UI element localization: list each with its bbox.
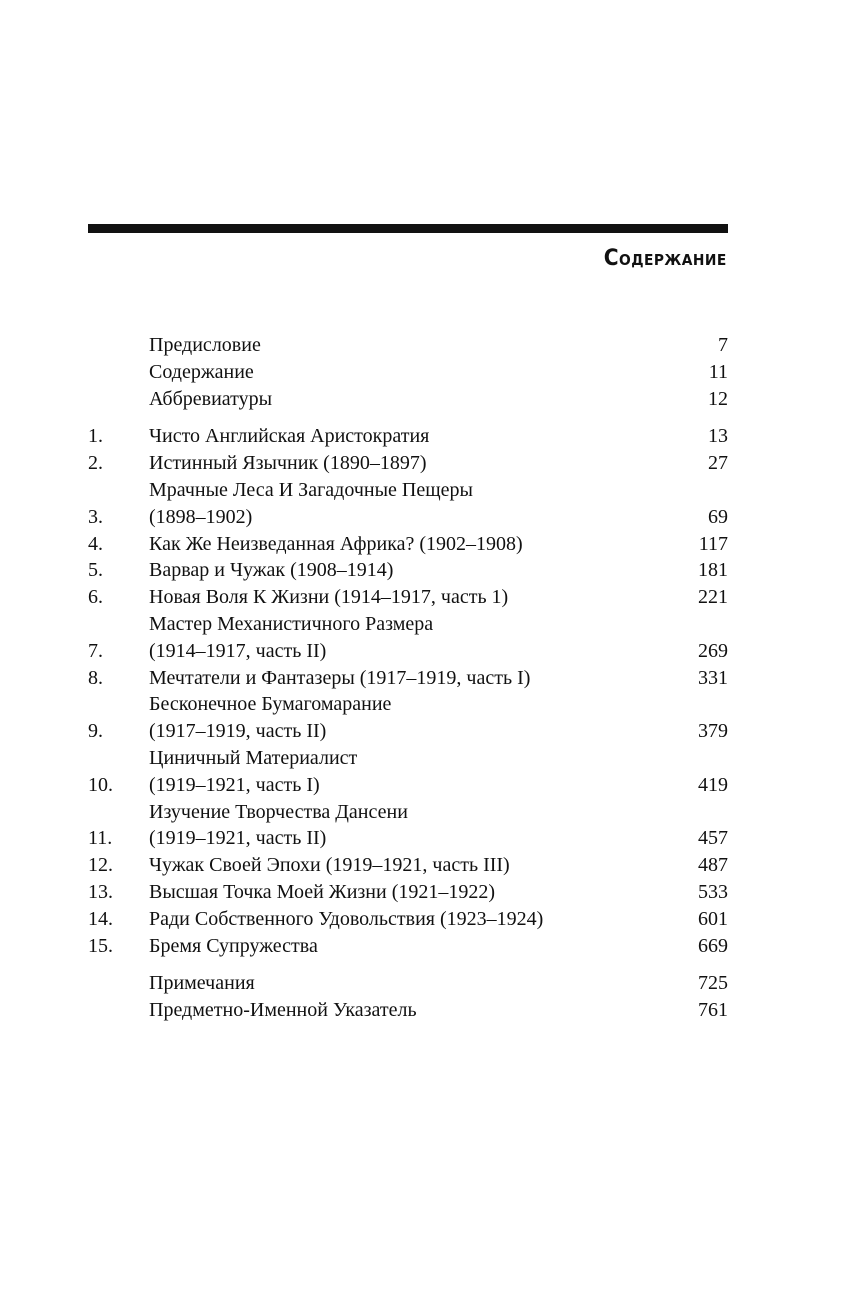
entry-title [149, 386, 668, 413]
top-rule [88, 224, 728, 233]
entry-page-number: 7 [718, 334, 728, 356]
chapter-entry[interactable] [88, 745, 728, 799]
entry-page-number: 487 [698, 854, 728, 877]
entry-title-line: Содержание [149, 360, 254, 383]
chapter-entry[interactable] [88, 852, 728, 879]
entry-page-number: 601 [698, 907, 728, 930]
front-matter-list [88, 332, 728, 412]
entry-title [149, 531, 668, 558]
chapter-entry[interactable] [88, 557, 728, 584]
entry-title [149, 970, 668, 997]
entry-title-line: Высшая Точка Моей Жизни (1921–1922) [149, 880, 496, 903]
entry-title-line: Аббревиатуры [149, 387, 273, 410]
entry-title [149, 745, 668, 799]
chapter-entry[interactable] [88, 799, 728, 853]
chapter-entry[interactable] [88, 531, 728, 558]
entry-page-number: 533 [698, 880, 728, 903]
entry-title-line: Мастер Механистичного Размера [149, 612, 434, 635]
entry-title [149, 852, 668, 879]
chapter-entry[interactable] [88, 450, 728, 477]
entry-number: 8. [88, 666, 103, 689]
entry-title-line: (1917–1919, часть II) [149, 720, 327, 743]
entry-number: 10. [88, 773, 113, 796]
entry-title-line: Чисто Английская Аристократия [149, 425, 430, 448]
entry-title [149, 997, 668, 1024]
entry-number: 1. [88, 425, 103, 448]
entry-number: 7. [88, 639, 103, 662]
entry-page-number: 331 [698, 666, 728, 689]
chapter-entry[interactable] [88, 906, 728, 933]
entry-number: 6. [88, 586, 103, 609]
entry-page-number: 379 [698, 720, 728, 743]
entry-title-line: Варвар и Чужак (1908–1914) [149, 559, 394, 582]
chapter-entry[interactable] [88, 584, 728, 611]
chapter-entry[interactable] [88, 933, 728, 960]
back-matter-list [88, 970, 728, 1024]
entry-title-line: Ради Собственного Удовольствия (1923–1924) [149, 907, 544, 930]
chapter-entry[interactable] [88, 477, 728, 531]
entry-title-line: Новая Воля К Жизни (1914–1917, часть 1) [149, 586, 509, 609]
entry-page-number: 419 [698, 773, 728, 796]
entry-page-number: 181 [698, 559, 728, 582]
entry-title [149, 359, 668, 386]
entry-title [149, 477, 668, 531]
entry-title [149, 450, 668, 477]
entry-title-line: (1919–1921, часть I) [149, 773, 320, 796]
page-title: Содержание [603, 246, 727, 271]
entry-page-number: 221 [698, 586, 728, 609]
chapter-list [88, 423, 728, 959]
entry-number: 3. [88, 505, 103, 528]
entry-number: 9. [88, 720, 103, 743]
entry-title-line: Мрачные Леса И Загадочные Пещеры [149, 478, 473, 501]
entry-page-number: 761 [698, 999, 728, 1022]
entry-title-line: Мечтатели и Фантазеры (1917–1919, часть I) [149, 666, 531, 689]
chapter-entry[interactable] [88, 691, 728, 745]
entry-title [149, 691, 668, 745]
entry-page-number: 12 [708, 387, 728, 410]
entry-number: 12. [88, 854, 113, 877]
entry-title-line: (1898–1902) [149, 505, 253, 528]
entry-number: 2. [88, 452, 103, 475]
entry-title-line: Примечания [149, 972, 255, 995]
entry-number: 14. [88, 907, 113, 930]
entry-page-number: 69 [708, 505, 728, 528]
entry-title-line: Чужак Своей Эпохи (1919–1921, часть III) [149, 854, 510, 877]
entry-number: 5. [88, 559, 103, 582]
entry-title [149, 665, 668, 692]
entry-title-line: Бремя Супружества [149, 934, 318, 957]
entry-number: 11. [88, 827, 113, 850]
entry-title-line: Бесконечное Бумагомарание [149, 693, 392, 716]
entry-page-number: 117 [698, 532, 728, 555]
entry-title [149, 906, 668, 933]
entry-number: 13. [88, 880, 113, 903]
entry-title [149, 799, 668, 853]
table-of-contents [88, 332, 728, 1035]
chapter-entry[interactable] [88, 665, 728, 692]
entry-title-line: Предметно-Именной Указатель [149, 999, 417, 1022]
entry-title-line: Изучение Творчества Дансени [149, 800, 408, 823]
entry-title-line: Как Же Неизведанная Африка? (1902–1908) [149, 532, 523, 555]
entry-page-number: 725 [698, 972, 728, 995]
entry-number: 15. [88, 934, 113, 957]
entry-title [149, 557, 668, 584]
entry-number: 4. [88, 532, 103, 555]
entry-title-line: (1919–1921, часть II) [149, 827, 327, 850]
entry-title-line: Истинный Язычник (1890–1897) [149, 452, 427, 475]
entry-title [149, 584, 668, 611]
front-matter-entry[interactable] [88, 386, 728, 413]
back-matter-entry[interactable] [88, 970, 728, 997]
chapter-entry[interactable] [88, 611, 728, 665]
chapter-entry[interactable] [88, 423, 728, 450]
front-matter-entry[interactable] [88, 332, 728, 359]
entry-page-number: 269 [698, 639, 728, 662]
entry-page-number: 27 [708, 452, 728, 475]
entry-title [149, 611, 668, 665]
entry-title-line: Предисловие [149, 334, 261, 356]
entry-title [149, 423, 668, 450]
front-matter-entry[interactable] [88, 359, 728, 386]
entry-page-number: 13 [708, 425, 728, 448]
entry-title [149, 332, 668, 359]
entry-title [149, 933, 668, 960]
back-matter-entry[interactable] [88, 997, 728, 1024]
chapter-entry[interactable] [88, 879, 728, 906]
entry-title-line: (1914–1917, часть II) [149, 639, 327, 662]
entry-title [149, 879, 668, 906]
entry-page-number: 11 [708, 360, 728, 383]
entry-title-line: Циничный Материалист [149, 746, 358, 769]
entry-page-number: 457 [698, 827, 728, 850]
entry-page-number: 669 [698, 934, 728, 957]
